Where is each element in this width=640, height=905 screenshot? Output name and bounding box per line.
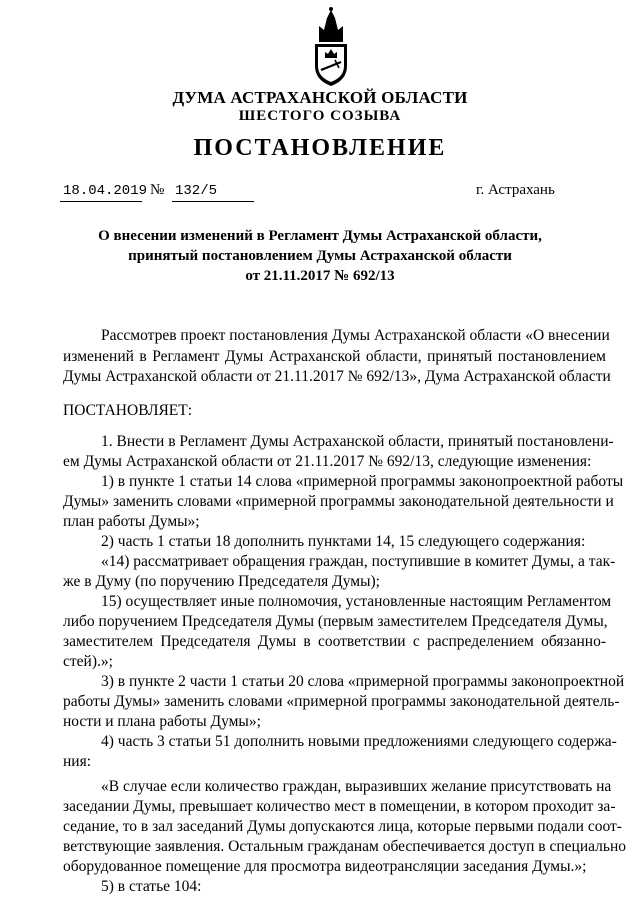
document-type-title: ПОСТАНОВЛЕНИЕ bbox=[193, 135, 447, 161]
body-line: ем Думы Астраханской области от 21.11.2017 № 692/13, следующие изменения: bbox=[63, 453, 592, 470]
body-line: ности и плана работы Думы»; bbox=[63, 713, 261, 730]
body-line: 4) часть 3 статьи 51 дополнить новыми предложениями следующего содержа- bbox=[101, 733, 617, 750]
body-line: план работы Думы»; bbox=[63, 513, 200, 530]
body-line: 3) в пункте 2 части 1 статьи 20 слова «примерной программы законопроектной bbox=[101, 673, 625, 690]
body-line: ния: bbox=[63, 753, 92, 770]
body-line: заседании Думы, превышает количество мест в помещении, в котором проходит за- bbox=[63, 798, 616, 815]
organization-name: ДУМА АСТРАХАНСКОЙ ОБЛАСТИ bbox=[172, 88, 468, 107]
body-line: оборудованное помещение для просмотра видеотрансляции заседания Думы.»; bbox=[63, 858, 587, 875]
body-line: либо поручением Председателя Думы (первым заместителем Председателя Думы, bbox=[63, 613, 608, 630]
body-line: изменений в Регламент Думы Астраханской области, принятый постановлением bbox=[63, 348, 606, 365]
body-line: 1. Внести в Регламент Думы Астраханской области, принятый постановлени- bbox=[101, 433, 614, 450]
resolves-heading: ПОСТАНОВЛЯЕТ: bbox=[63, 402, 193, 419]
coat-of-arms-icon bbox=[299, 6, 363, 88]
document-number: 132/5 bbox=[175, 183, 218, 199]
body-line: же в Думу (по поручению Председателя Думы); bbox=[63, 573, 380, 590]
coat-of-arms-emblem bbox=[299, 6, 363, 88]
body-line: 2) часть 1 статьи 18 дополнить пунктами 14, 15 следующего содержания: bbox=[101, 533, 586, 550]
date-underline bbox=[60, 201, 142, 202]
document-date: 18.04.2019 bbox=[63, 183, 148, 199]
body-line: заместителем Председателя Думы в соответствии с распределением обязанно- bbox=[63, 633, 606, 650]
city: г. Астрахань bbox=[476, 182, 555, 198]
number-sign: № bbox=[150, 182, 165, 198]
number-underline bbox=[172, 201, 254, 202]
subject-line: О внесении изменений в Регламент Думы Астраханской области, bbox=[98, 228, 542, 244]
body-line: «В случае если количество граждан, выразивших желание присутствовать на bbox=[101, 778, 612, 795]
subject-line: от 21.11.2017 № 692/13 bbox=[245, 268, 395, 284]
body-line: «14) рассматривает обращения граждан, поступившие в комитет Думы, а так- bbox=[101, 553, 616, 570]
body-line: 1) в пункте 1 статьи 14 слова «примерной программы законопроектной работы bbox=[101, 473, 624, 490]
body-line: Рассмотрев проект постановления Думы Астраханской области «О внесении bbox=[101, 327, 610, 344]
body-line: 5) в статье 104: bbox=[101, 878, 202, 895]
convocation: ШЕСТОГО СОЗЫВА bbox=[238, 108, 402, 124]
body-line: седание, то в зал заседаний Думы допускаются лица, которые первыми подали соот- bbox=[63, 818, 622, 835]
body-line: 15) осуществляет иные полномочия, установленные настоящим Регламентом bbox=[101, 593, 612, 610]
body-line: Думы Астраханской области от 21.11.2017 № 692/13», Дума Астраханской области bbox=[63, 368, 611, 385]
body-line: стей).»; bbox=[63, 653, 113, 670]
body-line: работы Думы» заменить словами «примерной программы законодательной деятель- bbox=[63, 693, 620, 710]
body-line: Думы» заменить словами «примерной программы законодательной деятельности и bbox=[63, 493, 614, 510]
body-line: ветствующие заявления. Остальным гражданам обеспечивается доступ в специально bbox=[63, 838, 626, 855]
document-subject bbox=[0, 226, 640, 286]
subject-line: принятый постановлением Думы Астраханской области bbox=[128, 248, 512, 264]
